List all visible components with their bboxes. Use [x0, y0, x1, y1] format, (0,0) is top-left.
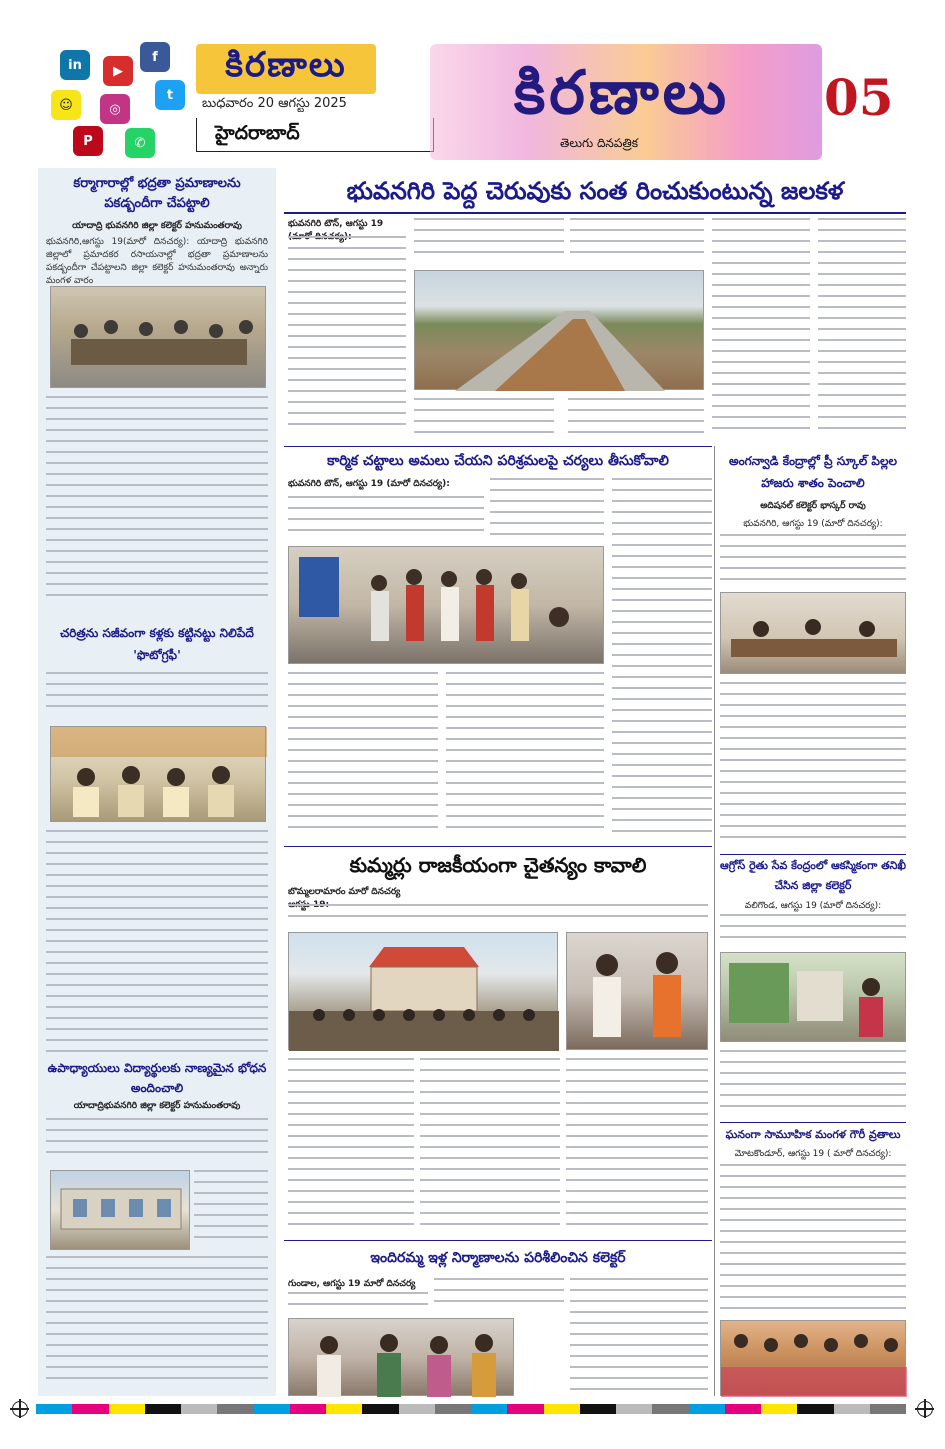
instagram-icon: ◎ — [100, 94, 130, 124]
left-story3-headline: ఉపాధ్యాయులు విద్యార్థులకు నాణ్యమైన భోధన అందించాలి — [47, 1061, 267, 1095]
left-story3-byline: యాదాద్రిభువనగిరి జిల్లా కలెక్టర్ హనుమంతరావు — [73, 1101, 241, 1111]
right-column-divider — [714, 446, 715, 1396]
photography-photo-illustration — [51, 727, 267, 823]
social-media-icons — [45, 42, 195, 160]
right-story2-rule — [720, 854, 906, 855]
secondary-logo-text: కిరణాలు — [225, 45, 347, 85]
right-story3-rule — [720, 1122, 906, 1123]
pottery-story-col2 — [420, 1058, 560, 1234]
facebook-icon: f — [140, 42, 170, 72]
housing-photo-illustration — [289, 1319, 515, 1397]
right-story2-lead — [720, 914, 906, 948]
pottery-story-col1 — [288, 1058, 414, 1234]
snapchat-icon: ☺ — [51, 90, 81, 120]
pottery-story-headline: కుమ్మర్లు రాజకీయంగా చైతన్యం కావాలి — [349, 853, 647, 877]
lead-story-col2-top — [414, 218, 564, 264]
linkedin-icon: in — [60, 50, 90, 80]
left-story2-lead — [46, 672, 268, 720]
left-story1-body — [46, 396, 268, 606]
felicitation-photo-illustration — [567, 933, 709, 1051]
right-story3-dateline: మోటకొండూర్, ఆగస్టు 19 ( మారో దినచర్య): — [734, 1149, 892, 1159]
housing-story-col2 — [434, 1278, 564, 1312]
housing-story-col3 — [570, 1278, 708, 1396]
right-story2-headline: ఆగ్రోస్ రైతు సేవ కేంద్రంలో ఆకస్మికంగా తనిఖీ చేసిన జిల్లా కలెక్టర్ — [720, 859, 906, 892]
lead-story-col4 — [712, 218, 810, 440]
labour-top-rule — [284, 446, 712, 447]
left-story1-byline: యాదాద్రి భువనగిరి జిల్లా కలెక్టర్ హనుమంతరావు — [72, 221, 242, 231]
anganwadi-photo-illustration — [721, 593, 907, 675]
registration-mark-left — [12, 1401, 28, 1417]
anganwadi-review-photo — [720, 592, 906, 674]
pottery-top-rule — [284, 846, 712, 847]
labour-story-col2-bottom — [446, 672, 604, 840]
right-story2-dateline: వలిగొండ, ఆగస్టు 19 (మారో దినచర్య): — [744, 901, 882, 911]
housing-story-col1-top — [288, 1292, 428, 1312]
housing-story-headline: ఇందిరమ్మ ఇళ్ల నిర్మాణాలను పరిశీలించిన కలెక్టర్ — [370, 1250, 626, 1266]
right-story1-byline: అదిషనల్ కలెక్టర్ భాస్కర్ రావు — [760, 501, 866, 511]
labour-memorandum-photo — [288, 546, 604, 664]
page-number: 05 — [824, 68, 894, 127]
youtube-icon: ▶ — [103, 56, 133, 86]
housing-inspection-photo — [288, 1318, 514, 1396]
lead-story-col3-top — [570, 218, 704, 264]
temple-gathering-photo — [288, 932, 558, 1050]
left-story2-body — [46, 830, 268, 1058]
housing-top-rule — [284, 1240, 712, 1241]
temple-photo-illustration — [289, 933, 559, 1051]
vratham-photo-illustration — [721, 1321, 907, 1397]
right-story1-lead — [720, 534, 906, 588]
pottery-story-col3 — [566, 1058, 708, 1234]
lead-headline-rule — [284, 212, 906, 214]
print-color-bar — [36, 1404, 906, 1414]
lead-story-col5 — [818, 218, 906, 440]
masthead — [0, 0, 945, 160]
left-story2-headline: చరిత్రను సజీవంగా కళ్లకు కట్టినట్టు నిలిపేదే 'ఫొటోగ్రఫీ' — [60, 626, 254, 662]
labour-story-col1-bottom — [288, 672, 438, 840]
pottery-story-intro — [288, 904, 708, 928]
newspaper-tagline: తెలుగు దినపత్రిక — [560, 136, 639, 150]
right-story2-body — [720, 1050, 906, 1116]
lead-story-col2-bottom — [414, 398, 554, 440]
collector-meeting-photo — [50, 286, 266, 388]
left-story1-headline: కర్మాగారాల్లో భద్రతా ప్రమాణాలను పకడ్బందీగా చేపట్టాలి — [73, 176, 241, 211]
lead-story-dateline: భువనగిరి టౌన్, ఆగస్టు 19 — [288, 219, 384, 229]
school-visit-photo — [50, 1170, 190, 1250]
left-story3-lead — [46, 1118, 268, 1164]
right-story1-dateline: భువనగిరి, ఆగస్టు 19 (మారో దినచర్య): — [743, 519, 883, 529]
gauri-vratham-photo — [720, 1320, 906, 1396]
lead-story-headline: భువనగిరి పెద్ద చెరువుకు సంత రించుకుంటున్న జలకళ — [346, 177, 844, 205]
left-story1-lead: భువనగిరి,ఆగస్టు 19(మారో దినచర్య): యాదాద్రి భువనగిరి జిల్లాలో ప్రమాదకర రసాయనాల్లో భద్రతా ప్రమాణాలను పకడ్బందీగా చేపట్టాలని జిల్లా కలెక్టర్ హనుమంతరావు అన్నారు మంగళ వారం — [46, 237, 268, 286]
lead-story-col3-bottom — [568, 398, 704, 440]
labour-story-col1-top — [288, 496, 484, 540]
canal-photo — [414, 270, 704, 390]
left-story3-side-text — [194, 1170, 268, 1250]
school-photo-illustration — [51, 1171, 191, 1251]
right-story3-headline: ఘనంగా సామూహిక మంగళ గౌరీ వ్రతాలు — [725, 1128, 901, 1141]
issue-date: బుధవారం 20 ఆగస్టు 2025 — [202, 96, 347, 111]
right-story3-body — [720, 1164, 906, 1314]
secondary-logo — [196, 44, 376, 94]
registration-mark-right — [917, 1401, 933, 1417]
pinterest-icon: P — [73, 126, 103, 156]
edition-city: హైదరాబాద్ — [196, 118, 434, 152]
pottery-story-dateline: బొమ్మలరామారం మారో దినచర్య — [288, 887, 401, 897]
canal-photo-illustration — [415, 271, 705, 391]
newspaper-logo: కిరణాలు — [513, 58, 731, 128]
agro-centre-photo — [720, 952, 906, 1042]
right-story1-headline: అంగన్వాడి కేంద్రాల్లో ప్రీ స్కూల్ పిల్లల హాజరు శాతం పెంచాలి — [729, 454, 897, 490]
right-story1-body — [720, 682, 906, 852]
labour-story-headline: కార్మిక చట్టాలు అమలు చేయని పరిశ్రమలపై చర్యలు తీసుకోవాలి — [327, 453, 669, 469]
left-story3-body — [46, 1256, 268, 1390]
twitter-icon: t — [155, 80, 185, 110]
whatsapp-icon: ✆ — [125, 128, 155, 158]
labour-story-dateline: భువనగిరి టౌన్, ఆగస్టు 19 (మారో దినచర్య): — [288, 479, 450, 489]
lead-story-col1 — [288, 236, 406, 440]
agro-photo-illustration — [721, 953, 907, 1043]
labour-photo-illustration — [289, 547, 605, 665]
felicitation-photo — [566, 932, 708, 1050]
meeting-photo-illustration — [51, 287, 267, 389]
labour-story-col3 — [612, 478, 712, 840]
photography-day-photo — [50, 726, 266, 822]
housing-story-dateline: గుండాల, ఆగస్టు 19 మారో దినచర్య — [288, 1279, 416, 1289]
labour-story-col2-top — [490, 478, 604, 540]
